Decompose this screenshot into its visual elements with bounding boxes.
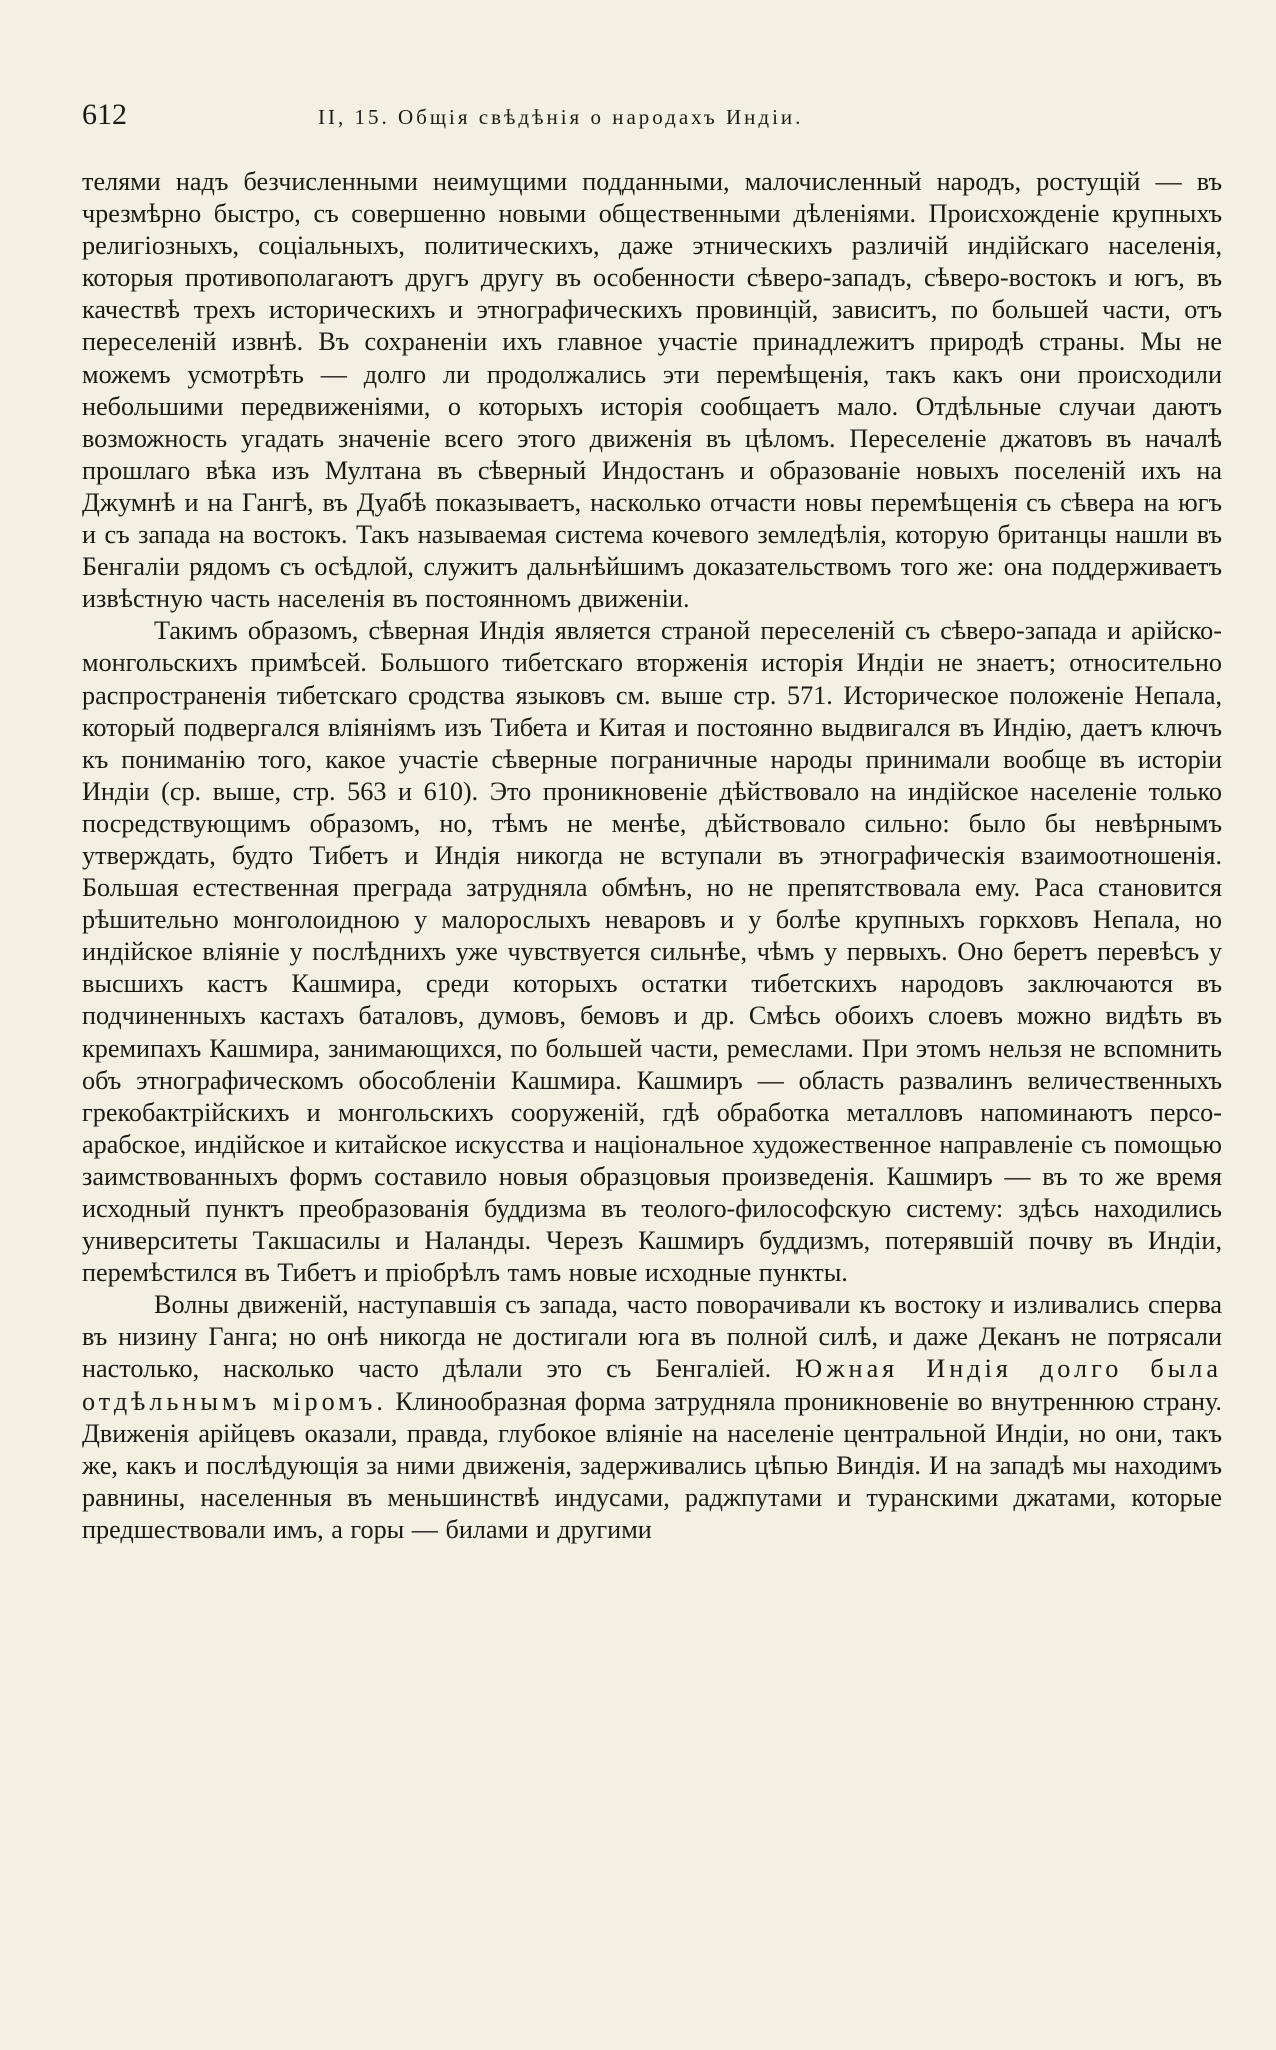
paragraph-3-spaced-emphasis: Южная Индія долго была отдѣльнымъ міромъ. bbox=[82, 1354, 1222, 1416]
paragraph-1: телями надъ безчисленными неимущими подданными, малочисленный народъ, ростущій — въ чрезмѣрно быстро, съ совершенно новыми общественными дѣленіями. Происхожденіе крупныхъ религіозныхъ, соціальныхъ, политическихъ, даже этническихъ различій индійскаго населенія, которыя противополагаютъ другъ другу въ особенности сѣверо-западъ, сѣверо-востокъ и югъ, въ качествѣ трехъ историческихъ и этнографическихъ провинцій, зависитъ, по большей части, отъ переселеній извнѣ. Въ сохраненіи ихъ главное участіе принадлежитъ природѣ страны. Мы не можемъ усмотрѣть — долго ли продолжались эти перемѣщенія, такъ какъ они происходили небольшими передвиженіями, о которыхъ исторія сообщаетъ мало. Отдѣльные случаи даютъ возможность угадать значеніе всего этого движенія въ цѣломъ. Переселеніе джатовъ въ началѣ прошлаго вѣка изъ Мултана въ сѣверный Индостанъ и образованіе новыхъ поселеній ихъ на Джумнѣ и на Гангѣ, въ Дуабѣ показываетъ, насколько отчасти новы перемѣщенія съ сѣвера на югъ и съ запада на востокъ. Такъ называемая система кочевого земледѣлія, которую британцы нашли въ Бенгаліи рядомъ съ осѣдлой, служитъ дальнѣйшимъ доказательствомъ того же: она поддерживаетъ извѣстную часть населенія въ постоянномъ движеніи. bbox=[82, 167, 1222, 614]
page-header bbox=[82, 98, 1222, 138]
paragraph-3-part-1: Волны движеній, наступавшія съ запада, часто поворачивали къ востоку и изливались сперва въ низину Ганга; но онѣ никогда не достигали юга въ полной силѣ, и даже Деканъ не потрясали настолько, насколько часто дѣлали это съ Бенгаліей. bbox=[82, 1290, 1222, 1384]
page-number: 612 bbox=[82, 98, 127, 131]
document-page bbox=[82, 98, 1222, 1546]
paragraph-3-part-2: Клинообразная форма затрудняла проникновеніе во внутреннюю страну. Движенія арійцевъ оказали, правда, глубокое вліяніе на населеніе центральной Индіи, но они, такъ же, какъ и послѣдующія за ними движенія, задерживались цѣпью Виндія. И на западѣ мы находимъ равнины, населенныя въ меньшинствѣ индусами, раджпутами и туранскими джатами, которые предшествовали имъ, а горы — билами и другими bbox=[82, 1386, 1222, 1544]
running-title: II, 15. Общія свѣдѣнія о народахъ Индіи. bbox=[318, 105, 804, 129]
paragraph-2: Такимъ образомъ, сѣверная Индія является страной переселеній съ сѣверо-запада и арійско-монгольскихъ примѣсей. Большого тибетскаго вторженія исторія Индіи не знаетъ; относительно распространенія тибетскаго сродства языковъ см. выше стр. 571. Историческое положеніе Непала, который подвергался вліяніямъ изъ Тибета и Китая и постоянно выдвигался въ Индію, даетъ ключъ къ пониманію того, какое участіе сѣверные пограничные народы принимали вообще въ исторіи Индіи (ср. выше, стр. 563 и 610). Это проникновеніе дѣйствовало на индійское населеніе только посредствующимъ образомъ, но, тѣмъ не менѣе, дѣйствовало сильно: было бы невѣрнымъ утверждать, будто Тибетъ и Индія никогда не вступали въ этнографическія взаимоотношенія. Большая естественная преграда затрудняла обмѣнъ, но не препятствовала ему. Раса становится рѣшительно монголоидною у малорослыхъ неваровъ и у болѣе крупныхъ горкховъ Непала, но индійское вліяніе у послѣднихъ уже чувствуется сильнѣе, чѣмъ у первыхъ. Оно беретъ перевѣсъ у высшихъ кастъ Кашмира, среди которыхъ остатки тибетскихъ народовъ заключаются въ подчиненныхъ кастахъ баталовъ, думовъ, бемовъ и др. Смѣсь обоихъ слоевъ можно видѣть въ кремипахъ Кашмира, занимающихся, по большей части, ремеслами. При этомъ нельзя не вспомнить объ этнографическомъ обособленіи Кашмира. Кашмиръ — область развалинъ величественныхъ грекобактрійскихъ и монгольскихъ сооруженій, гдѣ обработка металловъ напоминаютъ персо-арабское, индійское и китайское искусства и національное художественное направленіе съ помощью заимствованныхъ формъ составило новыя образцовыя произведенія. Кашмиръ — въ то же время исходный пунктъ преобразованія буддизма въ теолого-философскую систему: здѣсь находились университеты Такшасилы и Наланды. Черезъ Кашмиръ буддизмъ, потерявшій почву въ Индіи, перемѣстился въ Тибетъ и пріобрѣлъ тамъ новые исходные пункты. bbox=[82, 616, 1222, 1288]
paragraph-3 bbox=[82, 1289, 1222, 1546]
body-text bbox=[82, 166, 1222, 1546]
